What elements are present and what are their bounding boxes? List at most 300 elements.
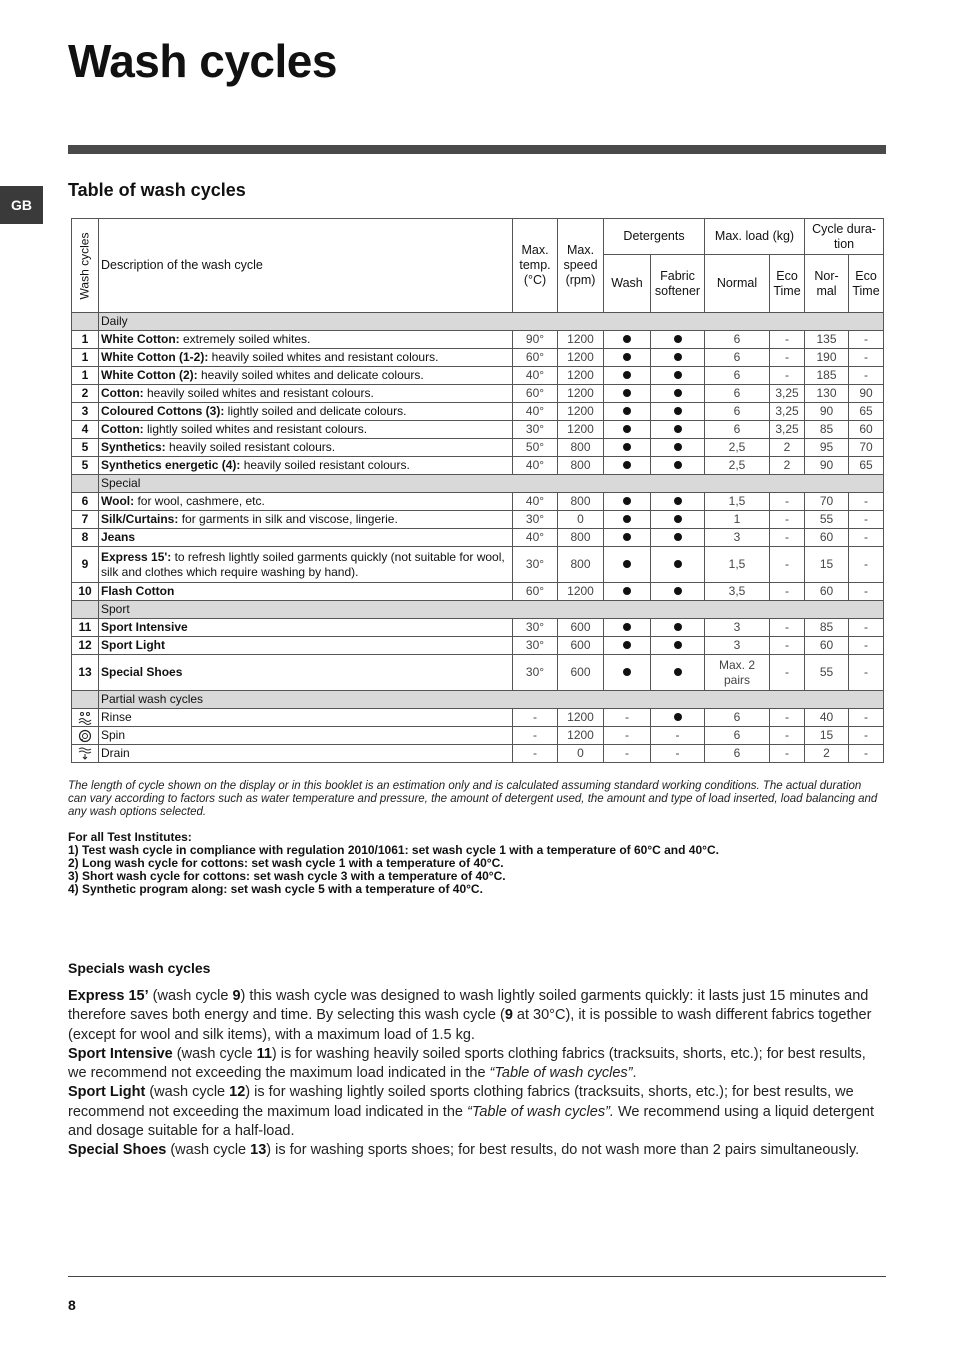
cycle-name: Special Shoes [101,665,183,679]
max-temp-cell: - [513,745,558,763]
cycle-duration-header: Cycle dura- tion [805,219,884,255]
fabric-softener-cell: - [651,727,705,745]
bullet-icon [674,533,682,541]
max-speed-cell: 1200 [558,367,604,385]
group-row [72,313,884,331]
normal-duration-cell: 60 [805,583,849,601]
sport-light-paragraph: Sport Light (wash cycle 12) is for washing lightly soiled sports clothing fabrics (tracksuits, shorts, etc.); for best results, we recommend not exceeding the maximum load indicated in the “Table of wash cycles”. We recommend using a liquid detergent and dosage suitable for a half-load. [68,1084,875,1140]
normal-duration-cell: 95 [805,439,849,457]
eco-duration-cell: - [849,367,884,385]
max-temp-cell: 40° [513,457,558,475]
table-row [72,403,884,421]
eco-load-cell: - [770,349,805,367]
wash-detergent-cell [604,403,651,421]
cycle-number: 8 [72,529,99,547]
eco-duration-cell: - [849,349,884,367]
duration-disclaimer: The length of cycle shown on the display or in this booklet is an estimation only and is calculated assuming standard working conditions. The actual duration can vary according to factors such as water temperature and pressure, the amount of detergent used, the amount and type of load inserted, load balancing and any wash options selected. [68,780,878,818]
max-speed-cell: 800 [558,493,604,511]
normal-load-cell: 3,5 [705,583,770,601]
eco-load-cell: 3,25 [770,403,805,421]
cycle-number: 13 [72,655,99,691]
cycle-detail: for garments in silk and viscose, lingerie. [178,512,398,526]
express-paragraph: Express 15’ (wash cycle 9) this wash cycle was designed to wash lightly soiled garments quickly: it lasts just 15 minutes and therefore saves both energy and time. By selecting this wash cycle (9 at 30°C), it is possible to wash different fabrics together (except for wool and silk items), with a maximum load of 1.5 kg. [68,988,872,1043]
normal-duration-cell: 90 [805,457,849,475]
max-temp-cell: - [513,727,558,745]
fabric-softener-cell [651,529,705,547]
max-speed-cell: 1200 [558,421,604,439]
wash-detergent-cell [604,457,651,475]
eco-duration-cell: - [849,745,884,763]
cycle-icon-cell [72,745,99,763]
spin-icon [74,729,96,743]
normal-load-cell: 1,5 [705,493,770,511]
max-temp-cell: 60° [513,583,558,601]
wash-detergent-cell: - [604,727,651,745]
fabric-softener-cell [651,547,705,583]
wash-detergent-cell: - [604,745,651,763]
cycle-name: Synthetics: [101,440,166,454]
description-header: Description of the wash cycle [99,219,513,313]
cycle-description [99,385,513,403]
group-spacer [72,601,99,619]
group-spacer [72,313,99,331]
cycle-name: Silk/Curtains: [101,512,179,526]
eco-duration-cell: 60 [849,421,884,439]
wash-detergent-cell [604,583,651,601]
eco-duration-cell: - [849,331,884,349]
table-row [72,421,884,439]
bullet-icon [623,641,631,649]
group-label: Partial wash cycles [99,691,884,709]
cycle-description [99,457,513,475]
normal-load-cell: 6 [705,367,770,385]
max-speed-cell: 1200 [558,727,604,745]
cycle-detail: to refresh lightly soiled garments quickly (not suitable for wool, silk and clothes which require washing by hand). [101,549,505,579]
normal-duration-cell: 2 [805,745,849,763]
cycle-description [99,493,513,511]
cycle-name: Wool: [101,494,135,508]
eco-load-cell: - [770,745,805,763]
max-speed-cell: 1200 [558,349,604,367]
bullet-icon [674,497,682,505]
max-temp-cell: 40° [513,403,558,421]
eco-load-cell: - [770,655,805,691]
cycle-name: Sport Intensive [101,620,188,634]
normal-load-cell: 3 [705,529,770,547]
max-temp-header: Max. temp. (°C) [513,219,558,313]
max-temp-cell: 30° [513,619,558,637]
eco-load-cell: - [770,637,805,655]
bullet-icon [674,515,682,523]
max-temp-cell: 30° [513,655,558,691]
normal-duration-cell: 135 [805,331,849,349]
cycle-detail: heavily soiled whites and delicate colours. [197,368,424,382]
normal-duration-cell: 190 [805,349,849,367]
test-institutes-line: 2) Long wash cycle for cottons: set wash cycle 1 with a temperature of 40°C. [68,856,504,870]
bullet-icon [674,425,682,433]
normal-duration-cell: 60 [805,637,849,655]
wash-detergent-cell [604,619,651,637]
normal-duration-cell: 85 [805,421,849,439]
eco-duration-cell: 65 [849,403,884,421]
max-temp-cell: - [513,709,558,727]
max-speed-cell: 0 [558,745,604,763]
normal-load-cell: 6 [705,421,770,439]
cycle-description [99,511,513,529]
max-speed-header: Max. speed (rpm) [558,219,604,313]
test-institutes-heading: For all Test Institutes: [68,830,192,844]
table-section-title: Table of wash cycles [68,180,246,200]
bullet-icon [623,533,631,541]
bullet-icon [623,335,631,343]
bullet-icon [623,587,631,595]
cycle-name: White Cotton: [101,332,180,346]
max-speed-cell: 800 [558,529,604,547]
cycle-description [99,367,513,385]
cycle-name: Coloured Cottons (3): [101,404,225,418]
fabric-softener-cell [651,403,705,421]
bullet-icon [674,407,682,415]
wash-detergent-cell [604,421,651,439]
cycle-name: Cotton: [101,422,144,436]
normal-load-cell: 2,5 [705,439,770,457]
cycle-icon-cell [72,727,99,745]
cycle-number: 1 [72,367,99,385]
normal-load-cell: 1,5 [705,547,770,583]
cycle-name: Express 15': [101,549,172,564]
table-row [72,331,884,349]
normal-load-cell: 6 [705,331,770,349]
cycle-name: White Cotton (1-2): [101,350,209,364]
bullet-icon [623,443,631,451]
bullet-icon [674,461,682,469]
wash-detergent-cell [604,637,651,655]
cycle-description: Drain [99,745,513,763]
normal-load-cell: 6 [705,727,770,745]
cycle-description [99,583,513,601]
cycle-detail: heavily soiled whites and resistant colours. [208,350,439,364]
bullet-icon [674,353,682,361]
normal-duration-header: Nor- mal [805,255,849,313]
fabric-softener-cell [651,385,705,403]
fabric-softener-cell [651,637,705,655]
fabric-softener-cell [651,583,705,601]
cycle-number: 6 [72,493,99,511]
bullet-icon [623,353,631,361]
cycle-number: 3 [72,403,99,421]
fabric-softener-header: Fabric softener [651,255,705,313]
cycle-detail: heavily soiled resistant colours. [240,458,410,472]
page-number: 8 [68,1297,76,1313]
cycle-number: 10 [72,583,99,601]
bullet-icon [623,497,631,505]
bullet-icon [623,515,631,523]
cycle-description [99,547,513,583]
normal-duration-cell: 185 [805,367,849,385]
bullet-icon [623,425,631,433]
specials-title: Specials wash cycles [68,960,211,976]
table-row [72,385,884,403]
eco-duration-cell: - [849,637,884,655]
cycle-number: 2 [72,385,99,403]
wash-detergent-cell [604,439,651,457]
wash-detergent-cell [604,331,651,349]
eco-time-duration-header: Eco Time [849,255,884,313]
eco-duration-cell: - [849,655,884,691]
wash-detergent-cell: - [604,709,651,727]
bullet-icon [623,407,631,415]
fabric-softener-cell [651,619,705,637]
wash-detergent-cell [604,655,651,691]
table-row [72,583,884,601]
bullet-icon [674,587,682,595]
fabric-softener-cell [651,331,705,349]
fabric-softener-cell [651,493,705,511]
table-row [72,367,884,385]
cycle-description [99,619,513,637]
wash-detergent-cell [604,511,651,529]
wash-cycles-header: Wash cycles [72,219,99,313]
normal-load-cell: 6 [705,385,770,403]
cycle-detail: lightly soiled and delicate colours. [224,404,407,418]
cycle-number: 5 [72,457,99,475]
max-temp-cell: 60° [513,385,558,403]
max-temp-cell: 30° [513,547,558,583]
test-institutes-line: 4) Synthetic program along: set wash cycle 5 with a temperature of 40°C. [68,882,483,896]
cycle-description [99,529,513,547]
specials-description [68,987,886,1161]
bullet-icon [623,560,631,568]
bullet-icon [674,713,682,721]
wash-table-body [72,313,884,763]
group-row [72,601,884,619]
test-institutes-note [68,831,883,896]
wash-detergent-cell [604,367,651,385]
eco-load-cell: 3,25 [770,421,805,439]
max-temp-cell: 30° [513,511,558,529]
eco-load-cell: - [770,493,805,511]
table-row [72,511,884,529]
table-row [72,349,884,367]
fabric-softener-cell [651,457,705,475]
normal-load-cell: 1 [705,511,770,529]
fabric-softener-cell [651,439,705,457]
eco-load-cell: - [770,727,805,745]
cycle-number: 9 [72,547,99,583]
cycle-number: 12 [72,637,99,655]
cycle-description [99,637,513,655]
eco-load-cell: 2 [770,439,805,457]
max-speed-cell: 800 [558,457,604,475]
cycle-number: 5 [72,439,99,457]
max-speed-cell: 1200 [558,583,604,601]
sport-intensive-paragraph: Sport Intensive (wash cycle 11) is for washing heavily soiled sports clothing fabrics (tracksuits, shorts, etc.); for best results, we recommend not exceeding the maximum load indicated in the “Table of wash cycles”. [68,1045,866,1082]
cycle-detail: heavily soiled resistant colours. [165,440,336,454]
group-label: Sport [99,601,884,619]
table-row [72,655,884,691]
max-temp-cell: 30° [513,637,558,655]
cycle-number: 7 [72,511,99,529]
fabric-softener-cell [651,421,705,439]
eco-duration-cell: 65 [849,457,884,475]
normal-load-cell: 6 [705,745,770,763]
max-temp-cell: 40° [513,529,558,547]
cycle-name: Jeans [101,530,136,544]
normal-load-header: Normal [705,255,770,313]
eco-duration-cell: - [849,547,884,583]
max-speed-cell: 800 [558,547,604,583]
table-row [72,493,884,511]
normal-load-cell: 3 [705,637,770,655]
cycle-name: Sport Light [101,638,165,652]
normal-load-cell: Max. 2 pairs [705,655,770,691]
cycle-detail: for wool, cashmere, etc. [134,494,265,508]
cycle-name: Synthetics energetic (4): [101,458,241,472]
group-spacer [72,691,99,709]
wash-detergent-cell [604,349,651,367]
cycle-number: 1 [72,349,99,367]
bottom-divider [68,1276,886,1277]
normal-load-cell: 6 [705,709,770,727]
eco-duration-cell: - [849,529,884,547]
normal-duration-cell: 15 [805,727,849,745]
bullet-icon [623,461,631,469]
cycle-description [99,403,513,421]
max-temp-cell: 30° [513,421,558,439]
cycle-description [99,655,513,691]
eco-load-cell: - [770,583,805,601]
eco-duration-cell: - [849,511,884,529]
cycle-description [99,331,513,349]
max-speed-cell: 1200 [558,709,604,727]
wash-detergent-cell [604,529,651,547]
bullet-icon [674,641,682,649]
cycle-detail: extremely soiled whites. [179,332,311,346]
eco-load-cell: - [770,511,805,529]
max-speed-cell: 800 [558,439,604,457]
cycle-name: Cotton: [101,386,144,400]
normal-duration-cell: 60 [805,529,849,547]
normal-duration-cell: 130 [805,385,849,403]
drain-icon [74,747,96,761]
bullet-icon [623,668,631,676]
max-speed-cell: 1200 [558,331,604,349]
normal-duration-cell: 40 [805,709,849,727]
bullet-icon [674,443,682,451]
normal-duration-cell: 90 [805,403,849,421]
table-row [72,709,884,727]
group-label: Daily [99,313,884,331]
group-row [72,475,884,493]
eco-load-cell: - [770,367,805,385]
table-row [72,745,884,763]
eco-load-cell: - [770,619,805,637]
wash-detergent-cell [604,547,651,583]
max-speed-cell: 0 [558,511,604,529]
max-load-header: Max. load (kg) [705,219,805,255]
cycle-number: 11 [72,619,99,637]
eco-time-load-header: Eco Time [770,255,805,313]
cycle-description: Rinse [99,709,513,727]
bullet-icon [674,668,682,676]
cycle-name: Flash Cotton [101,584,175,598]
group-row [72,691,884,709]
normal-load-cell: 6 [705,349,770,367]
wash-detergent-cell [604,385,651,403]
table-row [72,547,884,583]
max-speed-cell: 600 [558,637,604,655]
normal-duration-cell: 15 [805,547,849,583]
eco-load-cell: 2 [770,457,805,475]
group-spacer [72,475,99,493]
eco-duration-cell: - [849,727,884,745]
max-speed-cell: 600 [558,619,604,637]
max-temp-cell: 50° [513,439,558,457]
test-institutes-line: 1) Test wash cycle in compliance with regulation 2010/1061: set wash cycle 1 with a temperature of 60°C and 40°C. [68,843,719,857]
cycle-description: Spin [99,727,513,745]
eco-duration-cell: 90 [849,385,884,403]
bullet-icon [674,389,682,397]
bullet-icon [623,389,631,397]
table-row [72,637,884,655]
table-row [72,439,884,457]
fabric-softener-cell [651,709,705,727]
cycle-description [99,439,513,457]
normal-load-cell: 2,5 [705,457,770,475]
normal-duration-cell: 55 [805,511,849,529]
normal-duration-cell: 55 [805,655,849,691]
group-label: Special [99,475,884,493]
max-temp-cell: 40° [513,493,558,511]
eco-duration-cell: - [849,619,884,637]
bullet-icon [674,623,682,631]
wash-cycles-table [71,218,884,763]
normal-duration-cell: 70 [805,493,849,511]
max-speed-cell: 600 [558,655,604,691]
cycle-detail: lightly soiled whites and resistant colours. [143,422,368,436]
bullet-icon [623,623,631,631]
fabric-softener-cell [651,511,705,529]
eco-duration-cell: - [849,709,884,727]
special-shoes-paragraph: Special Shoes (wash cycle 13) is for washing sports shoes; for best results, do not wash more than 2 pairs simultaneously. [68,1142,860,1159]
table-row [72,727,884,745]
normal-load-cell: 3 [705,619,770,637]
fabric-softener-cell: - [651,745,705,763]
normal-duration-cell: 85 [805,619,849,637]
bullet-icon [623,371,631,379]
fabric-softener-cell [651,367,705,385]
normal-load-cell: 6 [705,403,770,421]
bullet-icon [674,560,682,568]
max-temp-cell: 40° [513,367,558,385]
max-temp-cell: 60° [513,349,558,367]
eco-load-cell: - [770,547,805,583]
table-row [72,529,884,547]
bullet-icon [674,335,682,343]
cycle-number: 4 [72,421,99,439]
language-tab: GB [0,186,43,224]
eco-load-cell: - [770,529,805,547]
cycle-detail: heavily soiled whites and resistant colours. [143,386,374,400]
fabric-softener-cell [651,655,705,691]
rinse-icon [74,711,96,725]
top-divider [68,145,886,154]
eco-duration-cell: 70 [849,439,884,457]
cycle-icon-cell [72,709,99,727]
eco-load-cell: 3,25 [770,385,805,403]
table-row [72,619,884,637]
max-speed-cell: 1200 [558,403,604,421]
